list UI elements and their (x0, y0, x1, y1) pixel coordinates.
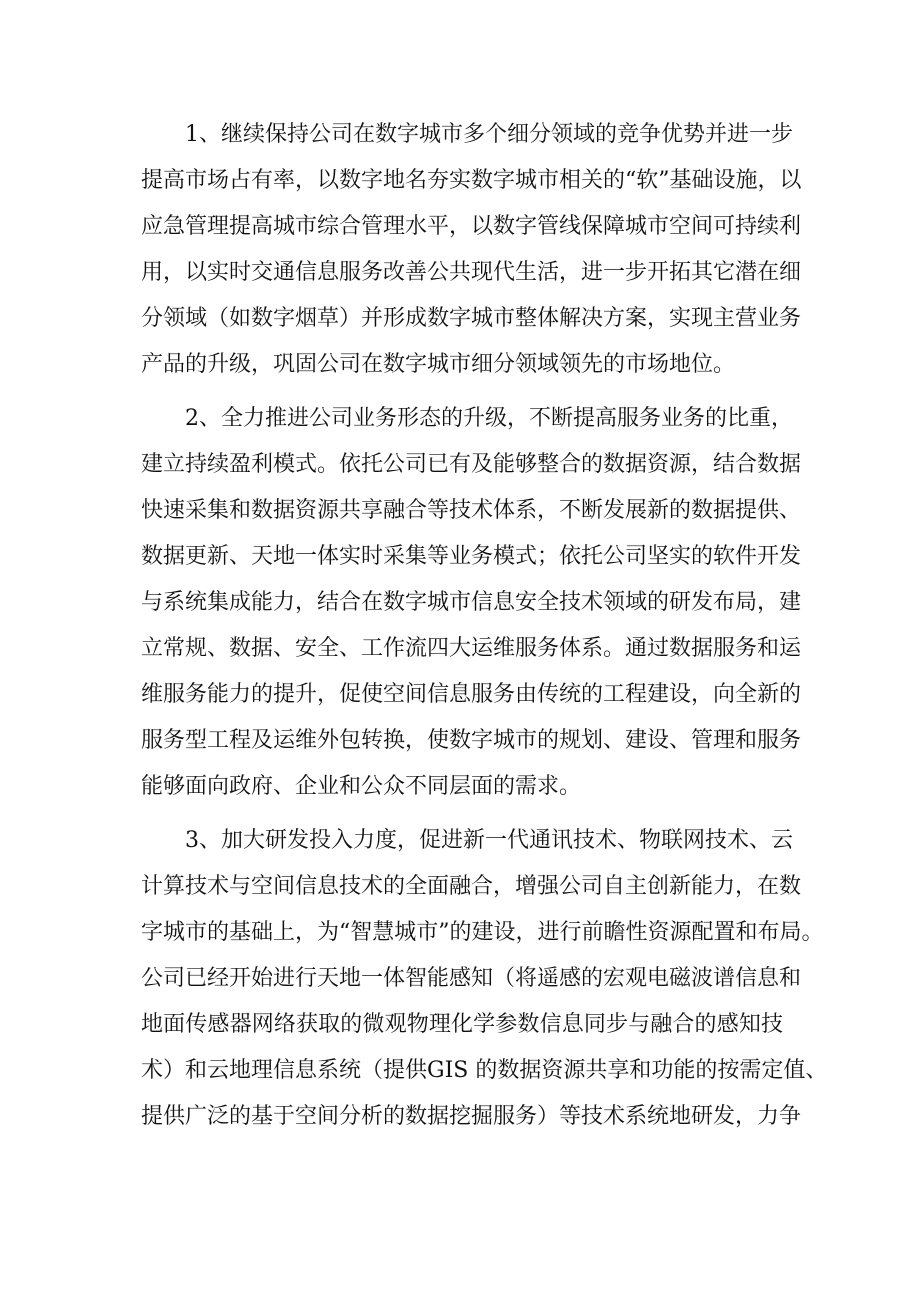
paragraph-gap (141, 810, 783, 818)
text-line: 术）和云地理信息系统（提供GIS 的数据资源共享和功能的按需定值、 (141, 1058, 828, 1083)
text-line: 与系统集成能力，结合在数字城市信息安全技术领域的研发布局，建 (141, 590, 802, 615)
text-line: 1、继续保持公司在数字城市多个细分领域的竞争优势并进一步 (185, 122, 793, 147)
text-line: 建立持续盈利模式。依托公司已有及能够整合的数据资源，结合数据 (141, 452, 802, 477)
text-line: 2、全力推进公司业务形态的升级，不断提高服务业务的比重， (185, 406, 793, 431)
text-line: 数据更新、天地一体实时采集等业务模式；依托公司坚实的软件开发 (141, 544, 802, 569)
text-line: 地面传感器网络获取的微观物理化学参数信息同步与融合的感知技 (141, 1012, 783, 1037)
text-line: 计算技术与空间信息技术的全面融合，增强公司自主创新能力，在数 (141, 874, 802, 899)
paragraph-3 (141, 818, 828, 1140)
text-line: 分领域（如数字烟草）并形成数字城市整体解决方案，实现主营业务 (141, 306, 802, 331)
text-line: 服务型工程及运维外包转换，使数字城市的规划、建设、管理和服务 (141, 728, 802, 753)
paragraph-1 (141, 112, 802, 388)
text-line: 产品的升级，巩固公司在数字城市细分领域领先的市场地位。 (141, 352, 736, 377)
paragraph-2 (141, 396, 802, 810)
text-line: 提供广泛的基于空间分析的数据挖掘服务）等技术系统地研发，力争 (141, 1104, 802, 1129)
text-line: 提高市场占有率，以数字地名夯实数字城市相关的“软”基础设施，以 (141, 168, 802, 193)
text-line: 用，以实时交通信息服务改善公共现代生活，进一步开拓其它潜在细 (141, 260, 802, 285)
text-line: 维服务能力的提升，促使空间信息服务由传统的工程建设，向全新的 (141, 682, 802, 707)
paragraph-gap (141, 388, 783, 396)
text-line: 能够面向政府、企业和公众不同层面的需求。 (141, 774, 582, 799)
text-line: 立常规、数据、安全、工作流四大运维服务体系。通过数据服务和运 (141, 636, 802, 661)
document-body (141, 112, 828, 1140)
text-line: 快速采集和数据资源共享融合等技术体系，不断发展新的数据提供、 (141, 498, 802, 523)
text-line: 3、加大研发投入力度，促进新一代通讯技术、物联网技术、云 (185, 828, 793, 853)
text-line: 应急管理提高城市综合管理水平，以数字管线保障城市空间可持续利 (141, 214, 802, 239)
text-line: 字城市的基础上，为“智慧城市”的建设，进行前瞻性资源配置和布局。 (141, 920, 824, 945)
text-line: 公司已经开始进行天地一体智能感知（将遥感的宏观电磁波谱信息和 (141, 966, 802, 991)
